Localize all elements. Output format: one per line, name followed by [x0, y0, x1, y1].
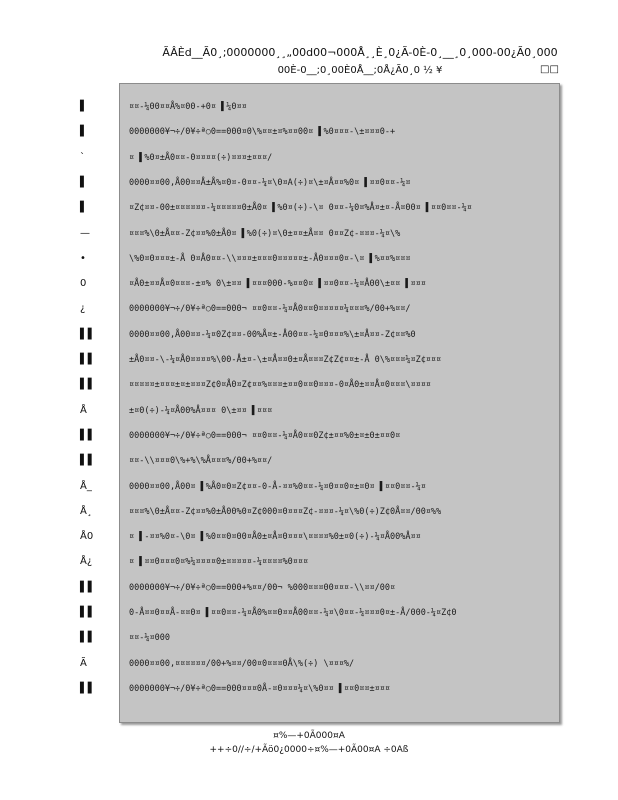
- line-marker: ▌▌: [80, 328, 96, 340]
- line-text: 0000¤¤00,Å00¤ ▌%Å0¤0¤Z¢¤¤-0-Å-¤¤%0¤¤-¼¤0¤¤0¤±¤0¤ ▌¤¤0¤¤-¼¤: [129, 481, 426, 492]
- list-item: [0, 252, 618, 266]
- list-item: [0, 657, 618, 671]
- line-text: ¤ ▌-¤¤%0¤-\0¤ ▌%0¤¤0¤00¤Å0±¤Å¤0¤¤¤\¤¤¤¤%0±¤0(÷)-¼¤Å00%Å¤¤: [129, 532, 421, 543]
- line-text: ±Å0¤¤-\-¼¤Å0¤¤¤¤%\00-Å±¤-\±¤Å¤¤0±¤Å¤¤¤Z¢Z¢¤¤±-Å 0\%¤¤¤¼¤Z¢¤¤¤: [129, 355, 442, 365]
- list-item: [0, 125, 618, 139]
- list-item: [0, 201, 618, 215]
- line-marker: ▌▌: [80, 429, 96, 441]
- line-marker: Å: [80, 404, 87, 416]
- line-marker: Å_: [80, 480, 92, 492]
- line-marker: ¿: [80, 303, 86, 315]
- line-text: ¤¤-\\¤¤¤0\%+%\%Å¤¤¤%/00+%¤¤/: [129, 456, 273, 467]
- list-item: [0, 682, 618, 696]
- list-item: [0, 277, 618, 291]
- line-text: 0000¤¤00,¤¤¤¤¤¤/00+%¤¤/00¤0¤¤¤0Å\%(÷) \¤¤¤%/: [129, 658, 355, 669]
- line-marker: ▌▌: [80, 581, 96, 593]
- line-text: 0-Å¤¤0¤¤Å-¤¤0¤ ▌¤¤0¤¤-¼¤Å0%¤¤0¤¤Å00¤¤-¼¤\0¤¤-¼¤¤¤0¤±-Å/000-¼¤Z¢0: [129, 608, 457, 618]
- list-item: [0, 227, 618, 241]
- line-marker: ▌▌: [80, 607, 96, 618]
- line-marker: 0: [80, 278, 87, 290]
- line-text: ¤¤¤%\0±Å¤¤-Z¢¤¤%0±Å00%0¤Z¢000¤0¤¤¤Z¢-¤¤¤-¼¤\%0(÷)Z¢0Å¤¤/00¤%%: [129, 506, 442, 517]
- list-item: [0, 480, 618, 494]
- document-subtitle: 00È-0__;0¸00È0Å__;0Å¿Ã0¸0 ½ ¥: [277, 65, 443, 76]
- line-text: 0000000¥¬÷/0¥÷ª○0==000¬ ¤¤0¤¤-¼¤Å0¤¤0Z¢±¤¤%0±¤±0±¤¤0¤: [129, 430, 401, 441]
- line-text: 0000000¥¬÷/0¥÷ª○0==000¤0\%¤¤±¤%¤¤00¤ ▌%0¤¤¤-\±¤¤¤0-+: [129, 127, 396, 138]
- line-marker: ▌: [80, 126, 88, 138]
- line-marker: Å¿: [80, 556, 93, 568]
- line-text: ¤ ▌%0¤±Å0¤¤-0¤¤¤¤(÷)¤¤¤±¤¤¤/: [129, 152, 273, 163]
- document-title: ÃÂÈd__Ã0¸;0000000¸¸„00d00¬000Å¸¸È¸0¿Ã-0È-0¸__¸0¸000-00¿Ã0¸000: [162, 46, 558, 59]
- line-text: 0000000¥¬÷/0¥÷ª○0==000+%¤¤/00¬ %000¤¤¤00¤¤¤-\\¤¤/00¤: [129, 582, 396, 593]
- list-item: [0, 505, 618, 519]
- line-marker: ▌: [80, 202, 88, 214]
- list-item: [0, 555, 618, 569]
- line-text: 0000000¥¬÷/0¥÷ª○0==000¬ ¤¤0¤¤-¼¤Å0¤¤0¤¤¤¤¤¼¤¤¤%/00+%¤¤/: [129, 304, 411, 315]
- line-text: ¤Z¢¤¤-00±¤¤¤¤¤¤-¼¤¤¤¤¤0±Å0¤ ▌%0¤(÷)-\¤ 0¤¤-¼0¤%Å¤±¤-Å¤00¤ ▌¤¤0¤¤-¼¤: [129, 203, 472, 214]
- list-item: [0, 454, 618, 468]
- line-marker: Å0: [80, 531, 94, 543]
- list-item: [0, 328, 618, 342]
- line-marker: ▌▌: [80, 379, 96, 391]
- line-text: 0000000¥¬÷/0¥÷ª○0==000¤¤¤0Å-¤0¤¤¤¼¤\%0¤¤ ▌¤¤0¤¤±¤¤¤: [129, 683, 390, 694]
- line-marker: ▌▌: [80, 354, 96, 365]
- list-item: [0, 606, 618, 620]
- line-text: ¤¤¤¤¤±¤¤¤±¤±¤¤¤Z¢0¤Å0¤Z¢¤¤%¤¤¤±¤¤0¤¤0¤¤¤-0¤Å0±¤¤Å¤0¤¤¤\¤¤¤¤: [129, 380, 431, 391]
- line-marker: ▌▌: [80, 455, 96, 467]
- line-text: ±¤0(÷)-¼¤Å00%Å¤¤¤ 0\±¤¤ ▌¤¤¤: [129, 405, 273, 416]
- footer-line-2: ++÷0//÷/+Ãö0¿0000÷¤%—+0Ã00¤A ÷0Aß: [209, 745, 409, 755]
- line-marker: ▌: [80, 176, 88, 188]
- list-item: [0, 404, 618, 418]
- line-text: 0000¤¤00,Å00¤¤-¼¤0Z¢¤¤-00%Å¤±-Å00¤¤-¼¤0¤¤¤%\±¤Å¤¤-Z¢¤¤%0: [129, 329, 416, 340]
- line-marker: ▌: [80, 101, 88, 112]
- line-text: ¤ ▌¤¤0¤¤¤0¤%¼¤¤¤¤0±¤¤¤¤¤-¼¤¤¤¤%0¤¤¤: [129, 557, 309, 568]
- line-text: ¤¤¤%\0±Å¤¤-Z¢¤¤%0±Å0¤ ▌%0(÷)¤\0±¤¤±Å¤¤ 0¤¤Z¢-¤¤¤-¼¤\%: [129, 228, 401, 239]
- page-corner-marks: □□: [540, 64, 559, 75]
- line-text: \%0¤0¤¤¤±-Å 0¤Å0¤¤-\\¤¤¤±¤¤¤0¤¤¤¤¤±-Å0¤¤¤0¤-\¤ ▌%¤¤%¤¤¤: [129, 253, 411, 264]
- list-item: [0, 581, 618, 595]
- list-item: [0, 353, 618, 367]
- list-item: [0, 378, 618, 392]
- list-item: [0, 302, 618, 316]
- line-text: ¤Å0±¤¤Å¤0¤¤¤-±¤% 0\±¤¤ ▌¤¤¤000-%¤¤0¤ ▌¤¤0¤¤-¼¤Å00\±¤¤ ▌¤¤¤: [129, 279, 426, 290]
- list-item: [0, 530, 618, 544]
- line-marker: —: [80, 227, 90, 239]
- list-item: [0, 151, 618, 165]
- line-marker: ▌▌: [80, 682, 96, 694]
- line-text: ¤¤-¼¤000: [129, 633, 170, 644]
- line-marker: Å¸: [80, 505, 92, 517]
- list-item: [0, 631, 618, 645]
- line-text: 0000¤¤00,Å00¤¤Å±Å%¤0¤-0¤¤-¼¤\0¤A(÷)¤\±¤Å¤¤%0¤ ▌¤¤0¤¤-¼¤: [129, 177, 411, 188]
- line-marker: •: [80, 252, 86, 264]
- list-item: [0, 429, 618, 443]
- footer-line-1: ¤%—+0Ã000¤A: [273, 731, 345, 741]
- list-item: [0, 100, 618, 114]
- line-marker: ▌▌: [80, 632, 96, 644]
- line-marker: Ã: [80, 657, 87, 669]
- line-marker: `: [80, 151, 85, 163]
- list-item: [0, 176, 618, 190]
- line-text: ¤¤-¼00¤¤Å%¤00-+0¤ ▌¼0¤¤: [129, 102, 247, 112]
